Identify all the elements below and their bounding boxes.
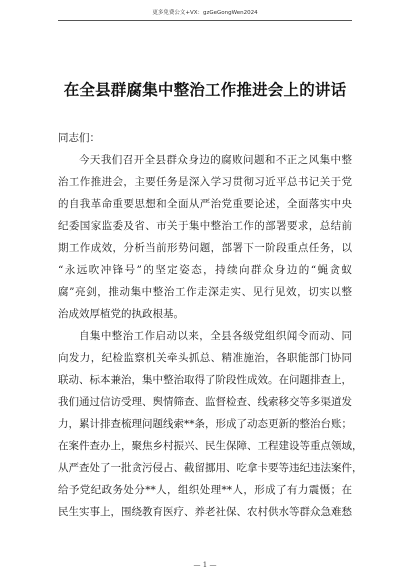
- text-line: 在案件查办上，聚焦乡村振兴、民生保障、工程建设等重点领域，: [58, 440, 363, 452]
- document-title: 在全县群腐集中整治工作推进会上的讲话: [63, 80, 347, 99]
- page-number: — 1 —: [193, 561, 217, 569]
- paragraph: [58, 149, 352, 325]
- text-line: 从严查处了一批贪污侵占、截留挪用、吃拿卡要等违纪违法案件，: [58, 462, 363, 474]
- text-line: 向发力，纪检监察机关牵头抓总、精准施治，各职能部门协同: [58, 352, 352, 364]
- text-line: 给予党纪政务处分**人，组织处理**人，形成了有力震慑；在: [58, 484, 352, 496]
- text-line: “永远吹冲锋号”的坚定姿态，持续向群众身边的“蝇贪蚁: [58, 264, 352, 276]
- text-line: 联动、标本兼治，集中整治取得了阶段性成效。在问题排查上，: [58, 374, 352, 386]
- paragraph-container: [58, 149, 363, 523]
- salutation: 同志们：: [58, 132, 100, 144]
- text-line: 的自我革命重要思想和全面从严治党重要论述，全面落实中央: [58, 198, 352, 210]
- paragraph: [58, 325, 363, 523]
- header-divider: [58, 20, 352, 21]
- page-header: 更多免费公文+VX：gzGeGongWen2024: [152, 10, 258, 16]
- text-line: 今天我们召开全县群众身边的腐败问题和不正之风集中整: [79, 154, 352, 166]
- text-line: 我们通过信访受理、舆情筛查、监督检查、线索移交等多渠道发: [58, 396, 352, 408]
- document-body: [58, 127, 363, 523]
- text-line: 腐”亮剑，推动集中整治工作走深走实、见行见效，切实以整: [58, 286, 352, 298]
- text-line: 纪委国家监委及省、市关于集中整治工作的部署要求，总结前: [58, 220, 352, 232]
- text-line: 力，累计排查梳理问题线索**条，形成了动态更新的整治台账；: [58, 418, 352, 430]
- text-line: 期工作成效，分析当前形势问题，部署下一阶段重点任务，以: [58, 242, 352, 254]
- text-line: 民生实事上，围绕教育医疗、养老社保、农村供水等群众急难愁: [58, 506, 352, 518]
- text-line: 治成效厚植党的执政根基。: [58, 308, 184, 320]
- text-line: 自集中整治工作启动以来，全县各级党组织闻令而动、同: [79, 330, 352, 342]
- text-line: 治工作推进会，主要任务是深入学习贯彻习近平总书记关于党: [58, 176, 352, 188]
